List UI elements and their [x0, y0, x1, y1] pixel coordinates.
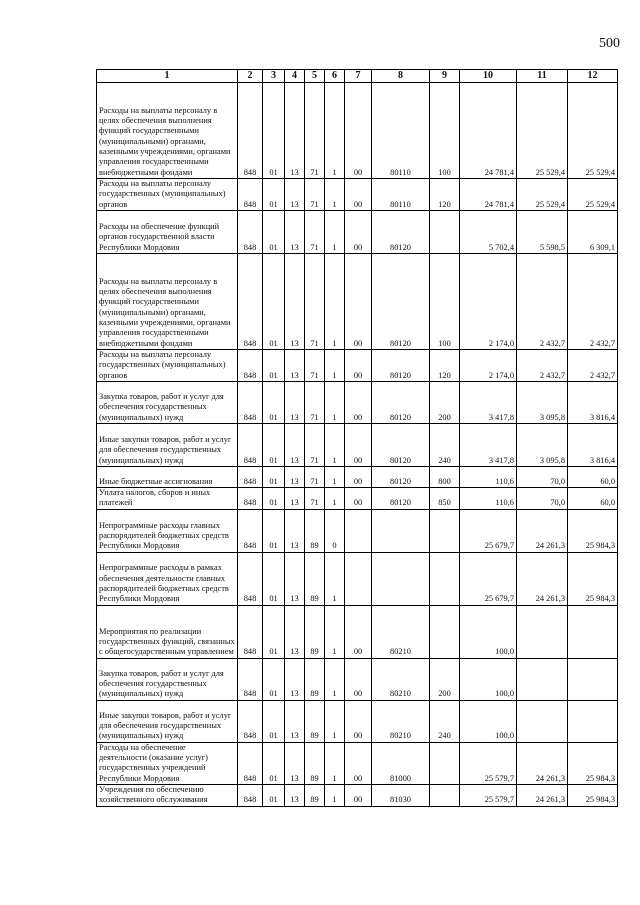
cell-col-7: 00 [345, 605, 372, 658]
cell-col-5: 71 [305, 382, 325, 424]
cell-col-12 [568, 700, 618, 742]
cell-col-7: 00 [345, 424, 372, 467]
cell-col-10: 110,6 [460, 467, 517, 488]
table-row [97, 658, 618, 700]
cell-col-9: 240 [430, 424, 460, 467]
cell-col-9: 120 [430, 179, 460, 211]
budget-table-container [96, 69, 617, 807]
cell-col-11: 24 261,3 [517, 552, 568, 605]
table-row [97, 785, 618, 807]
cell-col-8: 80120 [372, 382, 430, 424]
cell-row-name: Расходы на обеспечение деятельности (оказание услуг) государственных учреждений Республики Мордовия [97, 742, 238, 784]
cell-col-10: 25 579,7 [460, 742, 517, 784]
cell-col-8: 80120 [372, 424, 430, 467]
cell-col-9: 100 [430, 83, 460, 179]
cell-col-10: 100,0 [460, 658, 517, 700]
cell-col-5: 89 [305, 552, 325, 605]
cell-col-11: 2 432,7 [517, 350, 568, 382]
cell-col-2: 848 [238, 700, 263, 742]
budget-table [96, 69, 618, 807]
cell-col-3: 01 [263, 785, 285, 807]
cell-col-5: 89 [305, 700, 325, 742]
cell-col-8: 80120 [372, 467, 430, 488]
cell-col-2: 848 [238, 424, 263, 467]
cell-col-5: 71 [305, 488, 325, 510]
cell-col-6: 1 [325, 552, 345, 605]
cell-col-8: 81000 [372, 742, 430, 784]
table-row [97, 742, 618, 784]
cell-col-2: 848 [238, 488, 263, 510]
table-row [97, 700, 618, 742]
page-number: 500 [599, 36, 620, 51]
cell-col-10: 2 174,0 [460, 254, 517, 350]
cell-col-4: 13 [285, 785, 305, 807]
cell-col-6: 1 [325, 605, 345, 658]
cell-col-2: 848 [238, 785, 263, 807]
column-header: 5 [305, 70, 325, 83]
cell-col-11: 2 432,7 [517, 254, 568, 350]
table-row [97, 382, 618, 424]
cell-col-11 [517, 605, 568, 658]
table-row [97, 254, 618, 350]
table-row [97, 179, 618, 211]
column-header: 4 [285, 70, 305, 83]
cell-col-2: 848 [238, 658, 263, 700]
table-row [97, 552, 618, 605]
cell-col-8: 80110 [372, 83, 430, 179]
cell-col-6: 1 [325, 350, 345, 382]
cell-col-5: 89 [305, 509, 325, 552]
cell-col-7 [345, 509, 372, 552]
cell-col-4: 13 [285, 742, 305, 784]
cell-col-2: 848 [238, 509, 263, 552]
cell-col-11 [517, 700, 568, 742]
column-header: 7 [345, 70, 372, 83]
cell-row-name: Расходы на выплаты персоналу государственных (муниципальных) органов [97, 350, 238, 382]
cell-col-10: 25 679,7 [460, 552, 517, 605]
table-row [97, 211, 618, 254]
cell-col-6: 1 [325, 83, 345, 179]
cell-col-2: 848 [238, 179, 263, 211]
cell-col-5: 71 [305, 254, 325, 350]
cell-col-6: 1 [325, 254, 345, 350]
cell-col-4: 13 [285, 211, 305, 254]
cell-col-5: 71 [305, 424, 325, 467]
cell-col-4: 13 [285, 350, 305, 382]
cell-col-3: 01 [263, 350, 285, 382]
cell-col-7: 00 [345, 254, 372, 350]
cell-col-11: 5 598,5 [517, 211, 568, 254]
table-body [97, 83, 618, 807]
cell-col-5: 71 [305, 467, 325, 488]
cell-col-8: 80210 [372, 700, 430, 742]
cell-col-7: 00 [345, 700, 372, 742]
cell-col-12: 2 432,7 [568, 350, 618, 382]
cell-col-12: 25 984,3 [568, 742, 618, 784]
cell-col-3: 01 [263, 467, 285, 488]
cell-col-12: 3 816,4 [568, 424, 618, 467]
cell-col-3: 01 [263, 658, 285, 700]
cell-col-5: 71 [305, 179, 325, 211]
cell-col-8: 80120 [372, 350, 430, 382]
cell-col-12: 6 309,1 [568, 211, 618, 254]
cell-col-6: 1 [325, 467, 345, 488]
cell-col-10: 24 781,4 [460, 83, 517, 179]
cell-col-3: 01 [263, 211, 285, 254]
cell-row-name: Расходы на выплаты персоналу в целях обеспечения выполнения функций государственными (муниципальными) органами, казенными учреждениями, органами управления государственными внебюджетными фондами [97, 83, 238, 179]
cell-col-7: 00 [345, 742, 372, 784]
cell-row-name: Мероприятия по реализации государственных функций, связанных с общегосударственным управлением [97, 605, 238, 658]
cell-col-3: 01 [263, 382, 285, 424]
cell-col-10: 100,0 [460, 605, 517, 658]
cell-col-2: 848 [238, 467, 263, 488]
cell-col-12: 3 816,4 [568, 382, 618, 424]
cell-col-11: 3 095,8 [517, 424, 568, 467]
cell-col-12: 60,0 [568, 467, 618, 488]
column-header: 2 [238, 70, 263, 83]
cell-row-name: Учреждения по обеспечению хозяйственного обслуживания [97, 785, 238, 807]
cell-col-5: 89 [305, 605, 325, 658]
cell-col-3: 01 [263, 83, 285, 179]
cell-col-7: 00 [345, 350, 372, 382]
cell-col-5: 71 [305, 83, 325, 179]
column-header: 11 [517, 70, 568, 83]
cell-col-4: 13 [285, 700, 305, 742]
cell-col-3: 01 [263, 552, 285, 605]
cell-col-7: 00 [345, 83, 372, 179]
cell-col-2: 848 [238, 382, 263, 424]
cell-col-11: 24 261,3 [517, 742, 568, 784]
cell-col-6: 1 [325, 211, 345, 254]
cell-col-4: 13 [285, 605, 305, 658]
cell-col-7: 00 [345, 382, 372, 424]
column-header: 9 [430, 70, 460, 83]
cell-col-4: 13 [285, 509, 305, 552]
cell-col-7 [345, 552, 372, 605]
cell-row-name: Иные закупки товаров, работ и услуг для обеспечения государственных (муниципальных) нужд [97, 424, 238, 467]
cell-col-10: 3 417,8 [460, 382, 517, 424]
cell-col-9 [430, 509, 460, 552]
cell-col-12: 25 984,3 [568, 509, 618, 552]
cell-col-10: 2 174,0 [460, 350, 517, 382]
cell-col-6: 1 [325, 785, 345, 807]
cell-col-7: 00 [345, 658, 372, 700]
column-header: 12 [568, 70, 618, 83]
cell-col-3: 01 [263, 488, 285, 510]
cell-col-12: 25 529,4 [568, 179, 618, 211]
cell-row-name: Уплата налогов, сборов и иных платежей [97, 488, 238, 510]
cell-col-3: 01 [263, 179, 285, 211]
cell-col-7: 00 [345, 467, 372, 488]
cell-col-8: 80120 [372, 211, 430, 254]
cell-col-7: 00 [345, 488, 372, 510]
cell-col-3: 01 [263, 424, 285, 467]
cell-col-5: 89 [305, 785, 325, 807]
cell-col-8: 80110 [372, 179, 430, 211]
cell-col-11: 25 529,4 [517, 179, 568, 211]
cell-col-8 [372, 552, 430, 605]
cell-col-4: 13 [285, 179, 305, 211]
cell-col-9 [430, 742, 460, 784]
column-header: 10 [460, 70, 517, 83]
cell-col-10: 25 679,7 [460, 509, 517, 552]
cell-col-3: 01 [263, 254, 285, 350]
cell-col-6: 1 [325, 700, 345, 742]
table-row [97, 509, 618, 552]
cell-col-9: 850 [430, 488, 460, 510]
column-header: 1 [97, 70, 238, 83]
cell-col-3: 01 [263, 605, 285, 658]
column-header: 8 [372, 70, 430, 83]
cell-col-2: 848 [238, 350, 263, 382]
cell-col-4: 13 [285, 424, 305, 467]
cell-col-9: 100 [430, 254, 460, 350]
cell-col-5: 89 [305, 742, 325, 784]
cell-col-9: 240 [430, 700, 460, 742]
cell-col-2: 848 [238, 254, 263, 350]
cell-col-9 [430, 211, 460, 254]
cell-col-12 [568, 605, 618, 658]
cell-col-10: 25 579,7 [460, 785, 517, 807]
table-row [97, 467, 618, 488]
cell-col-11: 25 529,4 [517, 83, 568, 179]
table-row [97, 350, 618, 382]
cell-col-12 [568, 658, 618, 700]
cell-col-6: 1 [325, 382, 345, 424]
cell-col-8: 81030 [372, 785, 430, 807]
cell-col-9 [430, 552, 460, 605]
cell-col-10: 110,6 [460, 488, 517, 510]
cell-col-9: 800 [430, 467, 460, 488]
cell-col-9: 120 [430, 350, 460, 382]
cell-col-6: 1 [325, 742, 345, 784]
cell-col-2: 848 [238, 552, 263, 605]
table-header-row [97, 70, 618, 83]
cell-row-name: Иные бюджетные ассигнования [97, 467, 238, 488]
cell-row-name: Расходы на обеспечение функций органов государственной власти Республики Мордовия [97, 211, 238, 254]
cell-col-12: 60,0 [568, 488, 618, 510]
cell-col-11 [517, 658, 568, 700]
cell-col-4: 13 [285, 254, 305, 350]
cell-col-6: 1 [325, 179, 345, 211]
cell-col-10: 24 781,4 [460, 179, 517, 211]
cell-col-4: 13 [285, 467, 305, 488]
cell-col-2: 848 [238, 211, 263, 254]
table-row [97, 605, 618, 658]
cell-row-name: Расходы на выплаты персоналу государственных (муниципальных) органов [97, 179, 238, 211]
cell-col-4: 13 [285, 83, 305, 179]
cell-row-name: Иные закупки товаров, работ и услуг для обеспечения государственных (муниципальных) нужд [97, 700, 238, 742]
cell-col-9 [430, 785, 460, 807]
cell-col-8: 80210 [372, 605, 430, 658]
cell-col-2: 848 [238, 742, 263, 784]
cell-col-4: 13 [285, 382, 305, 424]
cell-col-11: 3 095,8 [517, 382, 568, 424]
cell-col-7: 00 [345, 179, 372, 211]
cell-row-name: Расходы на выплаты персоналу в целях обеспечения выполнения функций государственными (муниципальными) органами, казенными учреждениями, органами управления государственными внебюджетными фондами [97, 254, 238, 350]
cell-col-12: 2 432,7 [568, 254, 618, 350]
cell-col-10: 3 417,8 [460, 424, 517, 467]
cell-row-name: Непрограммные расходы главных распорядителей бюджетных средств Республики Мордовия [97, 509, 238, 552]
cell-col-4: 13 [285, 658, 305, 700]
column-header: 3 [263, 70, 285, 83]
cell-col-5: 89 [305, 658, 325, 700]
cell-col-12: 25 984,3 [568, 552, 618, 605]
table-row [97, 424, 618, 467]
cell-col-5: 71 [305, 211, 325, 254]
cell-col-4: 13 [285, 552, 305, 605]
cell-col-7: 00 [345, 211, 372, 254]
table-row [97, 488, 618, 510]
cell-col-6: 1 [325, 488, 345, 510]
column-header: 6 [325, 70, 345, 83]
cell-col-9: 200 [430, 658, 460, 700]
cell-col-8: 80210 [372, 658, 430, 700]
cell-col-8: 80120 [372, 488, 430, 510]
cell-col-11: 70,0 [517, 488, 568, 510]
cell-col-11: 24 261,3 [517, 509, 568, 552]
cell-col-10: 5 702,4 [460, 211, 517, 254]
cell-col-6: 1 [325, 424, 345, 467]
table-row [97, 83, 618, 179]
cell-col-3: 01 [263, 700, 285, 742]
cell-col-2: 848 [238, 605, 263, 658]
cell-col-3: 01 [263, 742, 285, 784]
cell-col-5: 71 [305, 350, 325, 382]
cell-row-name: Закупка товаров, работ и услуг для обеспечения государственных (муниципальных) нужд [97, 382, 238, 424]
cell-col-10: 100,0 [460, 700, 517, 742]
cell-col-7: 00 [345, 785, 372, 807]
cell-row-name: Закупка товаров, работ и услуг для обеспечения государственных (муниципальных) нужд [97, 658, 238, 700]
cell-col-9: 200 [430, 382, 460, 424]
cell-col-2: 848 [238, 83, 263, 179]
cell-col-8: 80120 [372, 254, 430, 350]
cell-row-name: Непрограммные расходы в рамках обеспечения деятельности главных распорядителей бюджетных средств Республики Мордовия [97, 552, 238, 605]
cell-col-6: 1 [325, 658, 345, 700]
cell-col-3: 01 [263, 509, 285, 552]
cell-col-6: 0 [325, 509, 345, 552]
cell-col-12: 25 984,3 [568, 785, 618, 807]
cell-col-9 [430, 605, 460, 658]
cell-col-8 [372, 509, 430, 552]
cell-col-12: 25 529,4 [568, 83, 618, 179]
cell-col-4: 13 [285, 488, 305, 510]
cell-col-11: 24 261,3 [517, 785, 568, 807]
cell-col-11: 70,0 [517, 467, 568, 488]
